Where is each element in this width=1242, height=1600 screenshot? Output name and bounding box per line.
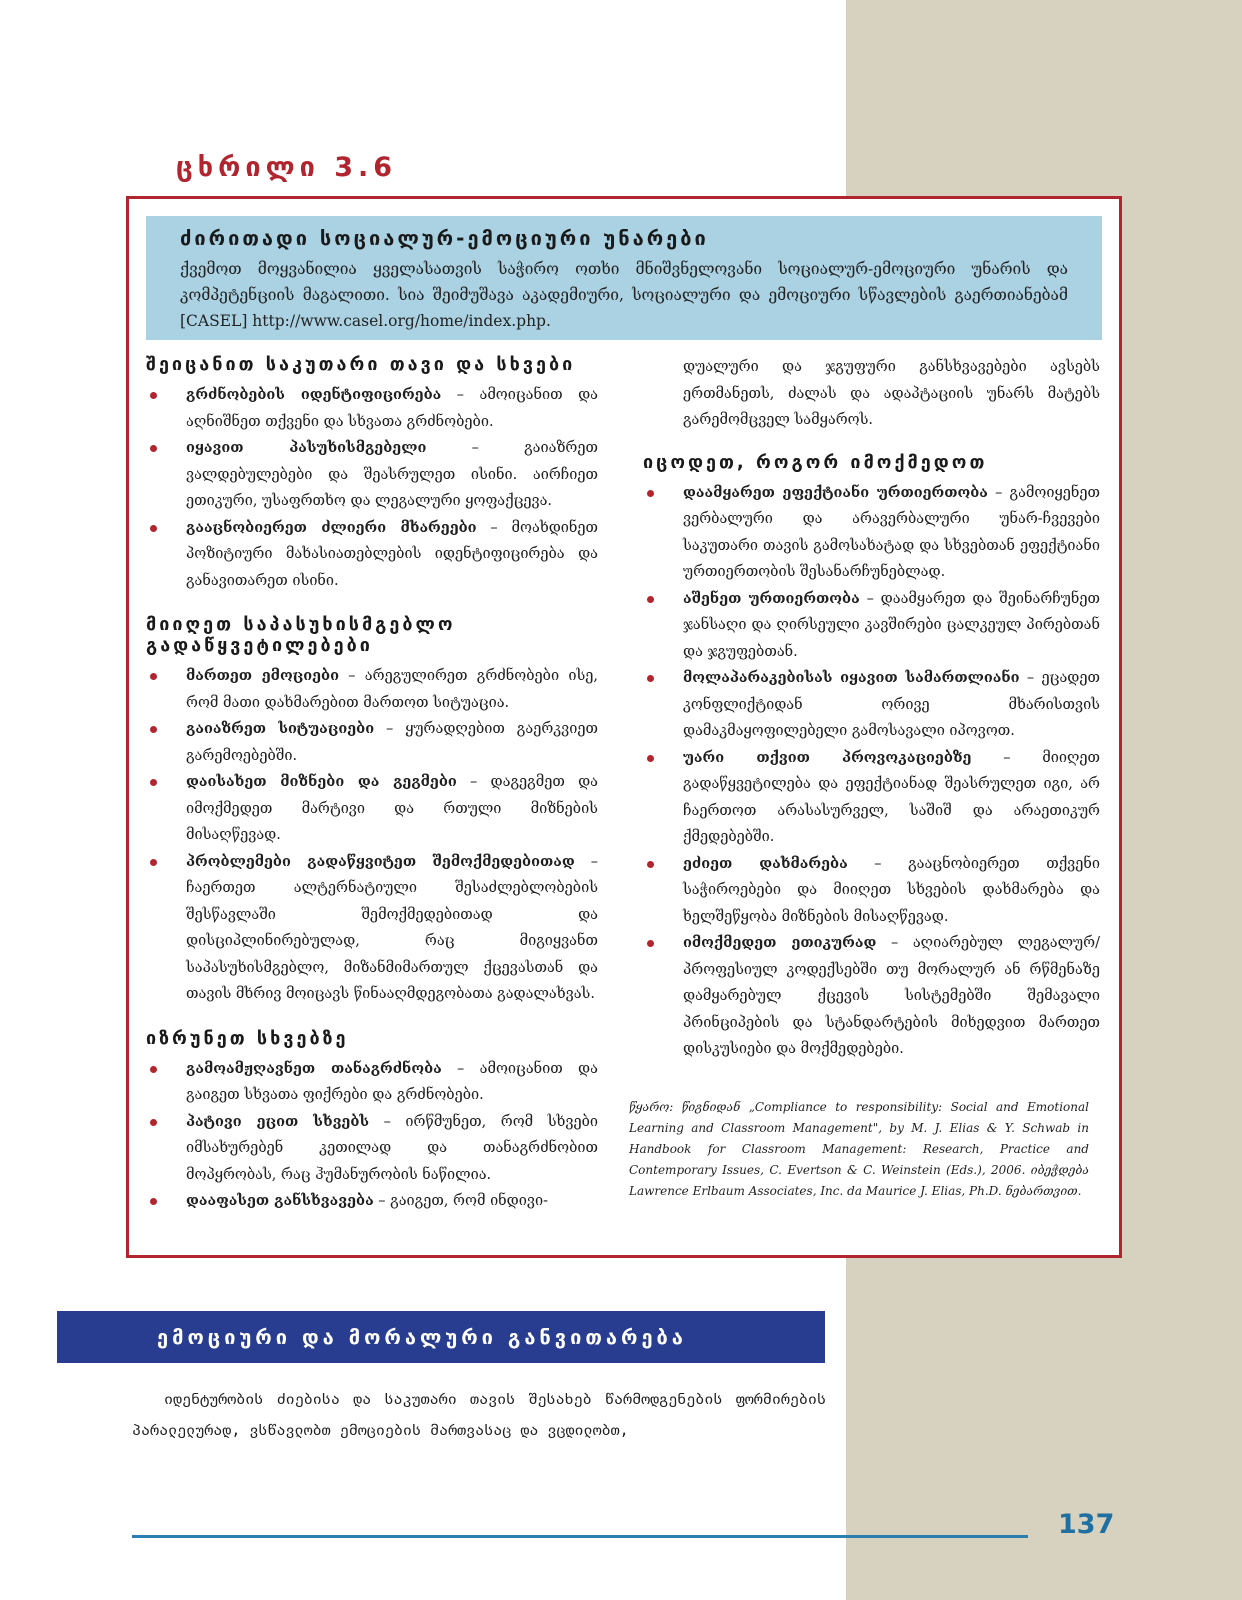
- item-term: დაისახეთ მიზნები და გეგმები: [186, 773, 457, 790]
- list-item: [643, 586, 1100, 666]
- list-item: [146, 1109, 598, 1189]
- list-item: [146, 716, 598, 769]
- item-term: პატივი ეცით სხვებს: [186, 1112, 370, 1130]
- item-term: მართეთ ემოციები: [186, 667, 340, 684]
- list-item: [146, 382, 598, 435]
- table-label: ცხრილი 3.6: [176, 152, 398, 183]
- item-term: დააფასეთ განსხვავება: [186, 1192, 374, 1209]
- intro-text: ქვემოთ მოყვანილია ყველასათვის საჭირო ოთხი მნიშვნელოვანი სოციალურ-ემოციური უნარის და კომპეტენციის მაგალითი. სია შეიმუშავა აკადემიური, სოციალური და ემოციური სწავლების გაერთიანებამ [CASEL] http://www.casel.org/home/index.php.: [180, 260, 1068, 330]
- left-column: [146, 354, 598, 1235]
- item-term: პრობლემები გადაწყვიტეთ შემოქმედებითად: [186, 852, 575, 870]
- section-title: ემოციური და მორალური განვითარება: [157, 1325, 687, 1349]
- body-paragraph: იდენტურობის ძიებისა და საკუთარი თავის შესახებ წარმოდგენების ფორმირების პარალელურად, ვსწავლობთ ემოციების მართვასაც და ვცდილობთ,: [132, 1390, 826, 1439]
- item-desc: – ამოიცანით და გაიგეთ სხვათა ფიქრები და გრძნობები.: [186, 1060, 598, 1103]
- item-term: მოლაპარაკებისას იყავით სამართლიანი: [683, 669, 1020, 686]
- item-desc: – დაგეგმეთ და იმოქმედეთ მარტივი და რთული მიზნების მისაღწევად.: [186, 774, 598, 843]
- list-item: [146, 663, 598, 716]
- skill-list: [146, 663, 598, 1008]
- item-desc: – გააცნობიერეთ თქვენი საჭიროებები და მიიღეთ სხვების დახმარება და ხელშეწყობა მიზნების მისაღწევად.: [683, 855, 1101, 925]
- item-desc: – აღიარებულ ლეგალურ/პროფესიულ კოდექსებში თუ მორალურ ან რწმენაზე დამყარებულ ქცევის სისტემებში შემავალი პრინციპების და სტანდარტების მიხედვით მართეთ დისკუსიები და მოქმედებები.: [683, 935, 1101, 1057]
- item-desc: – ამოიცანით და აღნიშნეთ თქვენი და სხვათა გრძნობები.: [186, 387, 599, 430]
- section-heading: მიიღეთ საპასუხისმგებლო გადაწყვეტილებები: [146, 614, 456, 656]
- item-desc: – მოახდინეთ პოზიტიური მახასიათებლების იდენტიფიცირება და განავითარეთ ისინი.: [186, 519, 599, 589]
- skill-list: [146, 382, 598, 594]
- skill-list: [643, 480, 1100, 1063]
- page-number: 137: [1058, 1509, 1115, 1540]
- section-heading: შეიცანით საკუთარი თავი და სხვები: [146, 354, 576, 375]
- item-desc: – გაიაზრეთ ვალდებულებები და შეასრულეთ ისინი. აირჩიეთ ეთიკური, უსაფრთხო და ლეგალური ყოფაქცევა.: [186, 440, 598, 509]
- item-desc: – ჩაერთეთ ალტერნატიული შესაძლებლობების შესწავლაში შემოქმედებითად და დისციპლინირებულად, რაც მიგიყვანთ საპასუხისმგებლო, მიზანმიმართულ ქცევასთან და თავის მხრივ მოიცავს წინააღმდეგობათა გადალახვას.: [186, 853, 598, 1002]
- section-heading: იზრუნეთ სხვებზე: [146, 1027, 349, 1049]
- item-desc: – გაიგეთ, რომ ინდივი-: [373, 1193, 548, 1209]
- list-item: [146, 515, 598, 595]
- item-term: გრძნობების იდენტიფიცირება: [186, 386, 442, 403]
- list-item: [146, 1188, 598, 1215]
- list-item: [146, 849, 598, 1008]
- item-term: გააცნობიერეთ ძლიერი მხარეები: [186, 518, 477, 536]
- item-desc: – დაამყარეთ და შეინარჩუნეთ ჯანსაღი და ღირსეული კავშირები ცალკეულ პირებთან და ჯგუფებთან.: [683, 590, 1100, 660]
- item-desc: – ყურადღებით გაერკვიეთ გარემოებებში.: [186, 721, 598, 764]
- item-term: ეძიეთ დახმარება: [683, 854, 848, 872]
- source-citation: წყარო: წიგნიდან „Compliance to responsibility: Social and Emotional Learning and Classroom Management", by M. J. Elias & Y. Schwab in Handbook for Classroom Management: Research, Practice and Contemporary Issues, C. Evertson & C. Weinstein (Eds.), 2006. იბეჭდება Lawrence Erlbaum Associates, Inc. da Maurice J. Elias, Ph.D. ნებართვით.: [629, 1100, 1089, 1198]
- item-term: უარი თქვით პროვოკაციებზე: [683, 748, 972, 766]
- item-desc: – არეგულირეთ გრძნობები ისე, რომ მათი დახმარებით მართოთ სიტუაცია.: [186, 668, 598, 711]
- section-heading: იცოდეთ, როგორ იმოქმედოთ: [643, 451, 988, 473]
- section-banner: [57, 1311, 825, 1363]
- continued-text: დუალური და ჯგუფური განსხვავებები ავსებს ერთმანეთს, ძალას და ადაპტაციის უნარს მატებს გარემომცველ სამყაროს.: [683, 359, 1100, 428]
- list-item: [643, 930, 1100, 1063]
- item-term: გაიაზრეთ სიტუაციები: [186, 720, 375, 737]
- list-item: [643, 665, 1100, 745]
- item-term: იყავით პასუხისმგებელი: [186, 439, 427, 456]
- list-item: [643, 745, 1100, 851]
- item-desc: – ეცადეთ კონფლიქტიდან ორივე მხარისთვის დამაკმაყოფილებელი გამოსავალი იპოვოთ.: [683, 670, 1101, 739]
- list-item: [643, 480, 1100, 586]
- item-desc: – ირწმუნეთ, რომ სხვები იმსახურებენ კეთილად და თანაგრძნობით მოპყრობას, რაც ჰუმანურობის ნაწილია.: [186, 1113, 598, 1183]
- list-item: [146, 1056, 598, 1109]
- item-term: იმოქმედეთ ეთიკურად: [683, 934, 877, 951]
- box-title: ძირითადი სოციალურ-ემოციური უნარები: [180, 226, 709, 250]
- list-item: [643, 851, 1100, 931]
- skill-list: [146, 1056, 598, 1215]
- item-desc: – მიიღეთ გადაწყვეტილება და ეფექტიანად შეასრულეთ იგი, არ ჩაერთოთ არასასურველ, საშიშ და არაეთიკურ ქმედებებში.: [683, 749, 1101, 845]
- table-frame: [126, 196, 1122, 1258]
- item-term: გამოამჟღავნეთ თანაგრძნობა: [186, 1059, 442, 1077]
- item-term: დაამყარეთ ეფექტიანი ურთიერთობა: [683, 483, 988, 501]
- right-column: [643, 354, 1100, 1083]
- list-item: [146, 435, 598, 515]
- item-term: აშენეთ ურთიერთობა: [683, 589, 860, 607]
- footer-rule: [132, 1535, 1028, 1538]
- item-desc: – გამოიყენეთ ვერბალური და არავერბალური უნარ-ჩვევები საკუთარი თავის გამოსახატად და სხვებთან ეფექტიანი ურთიერთობის შესანარჩუნებლად.: [683, 484, 1100, 580]
- list-item: [146, 769, 598, 849]
- intro-box: [146, 216, 1102, 340]
